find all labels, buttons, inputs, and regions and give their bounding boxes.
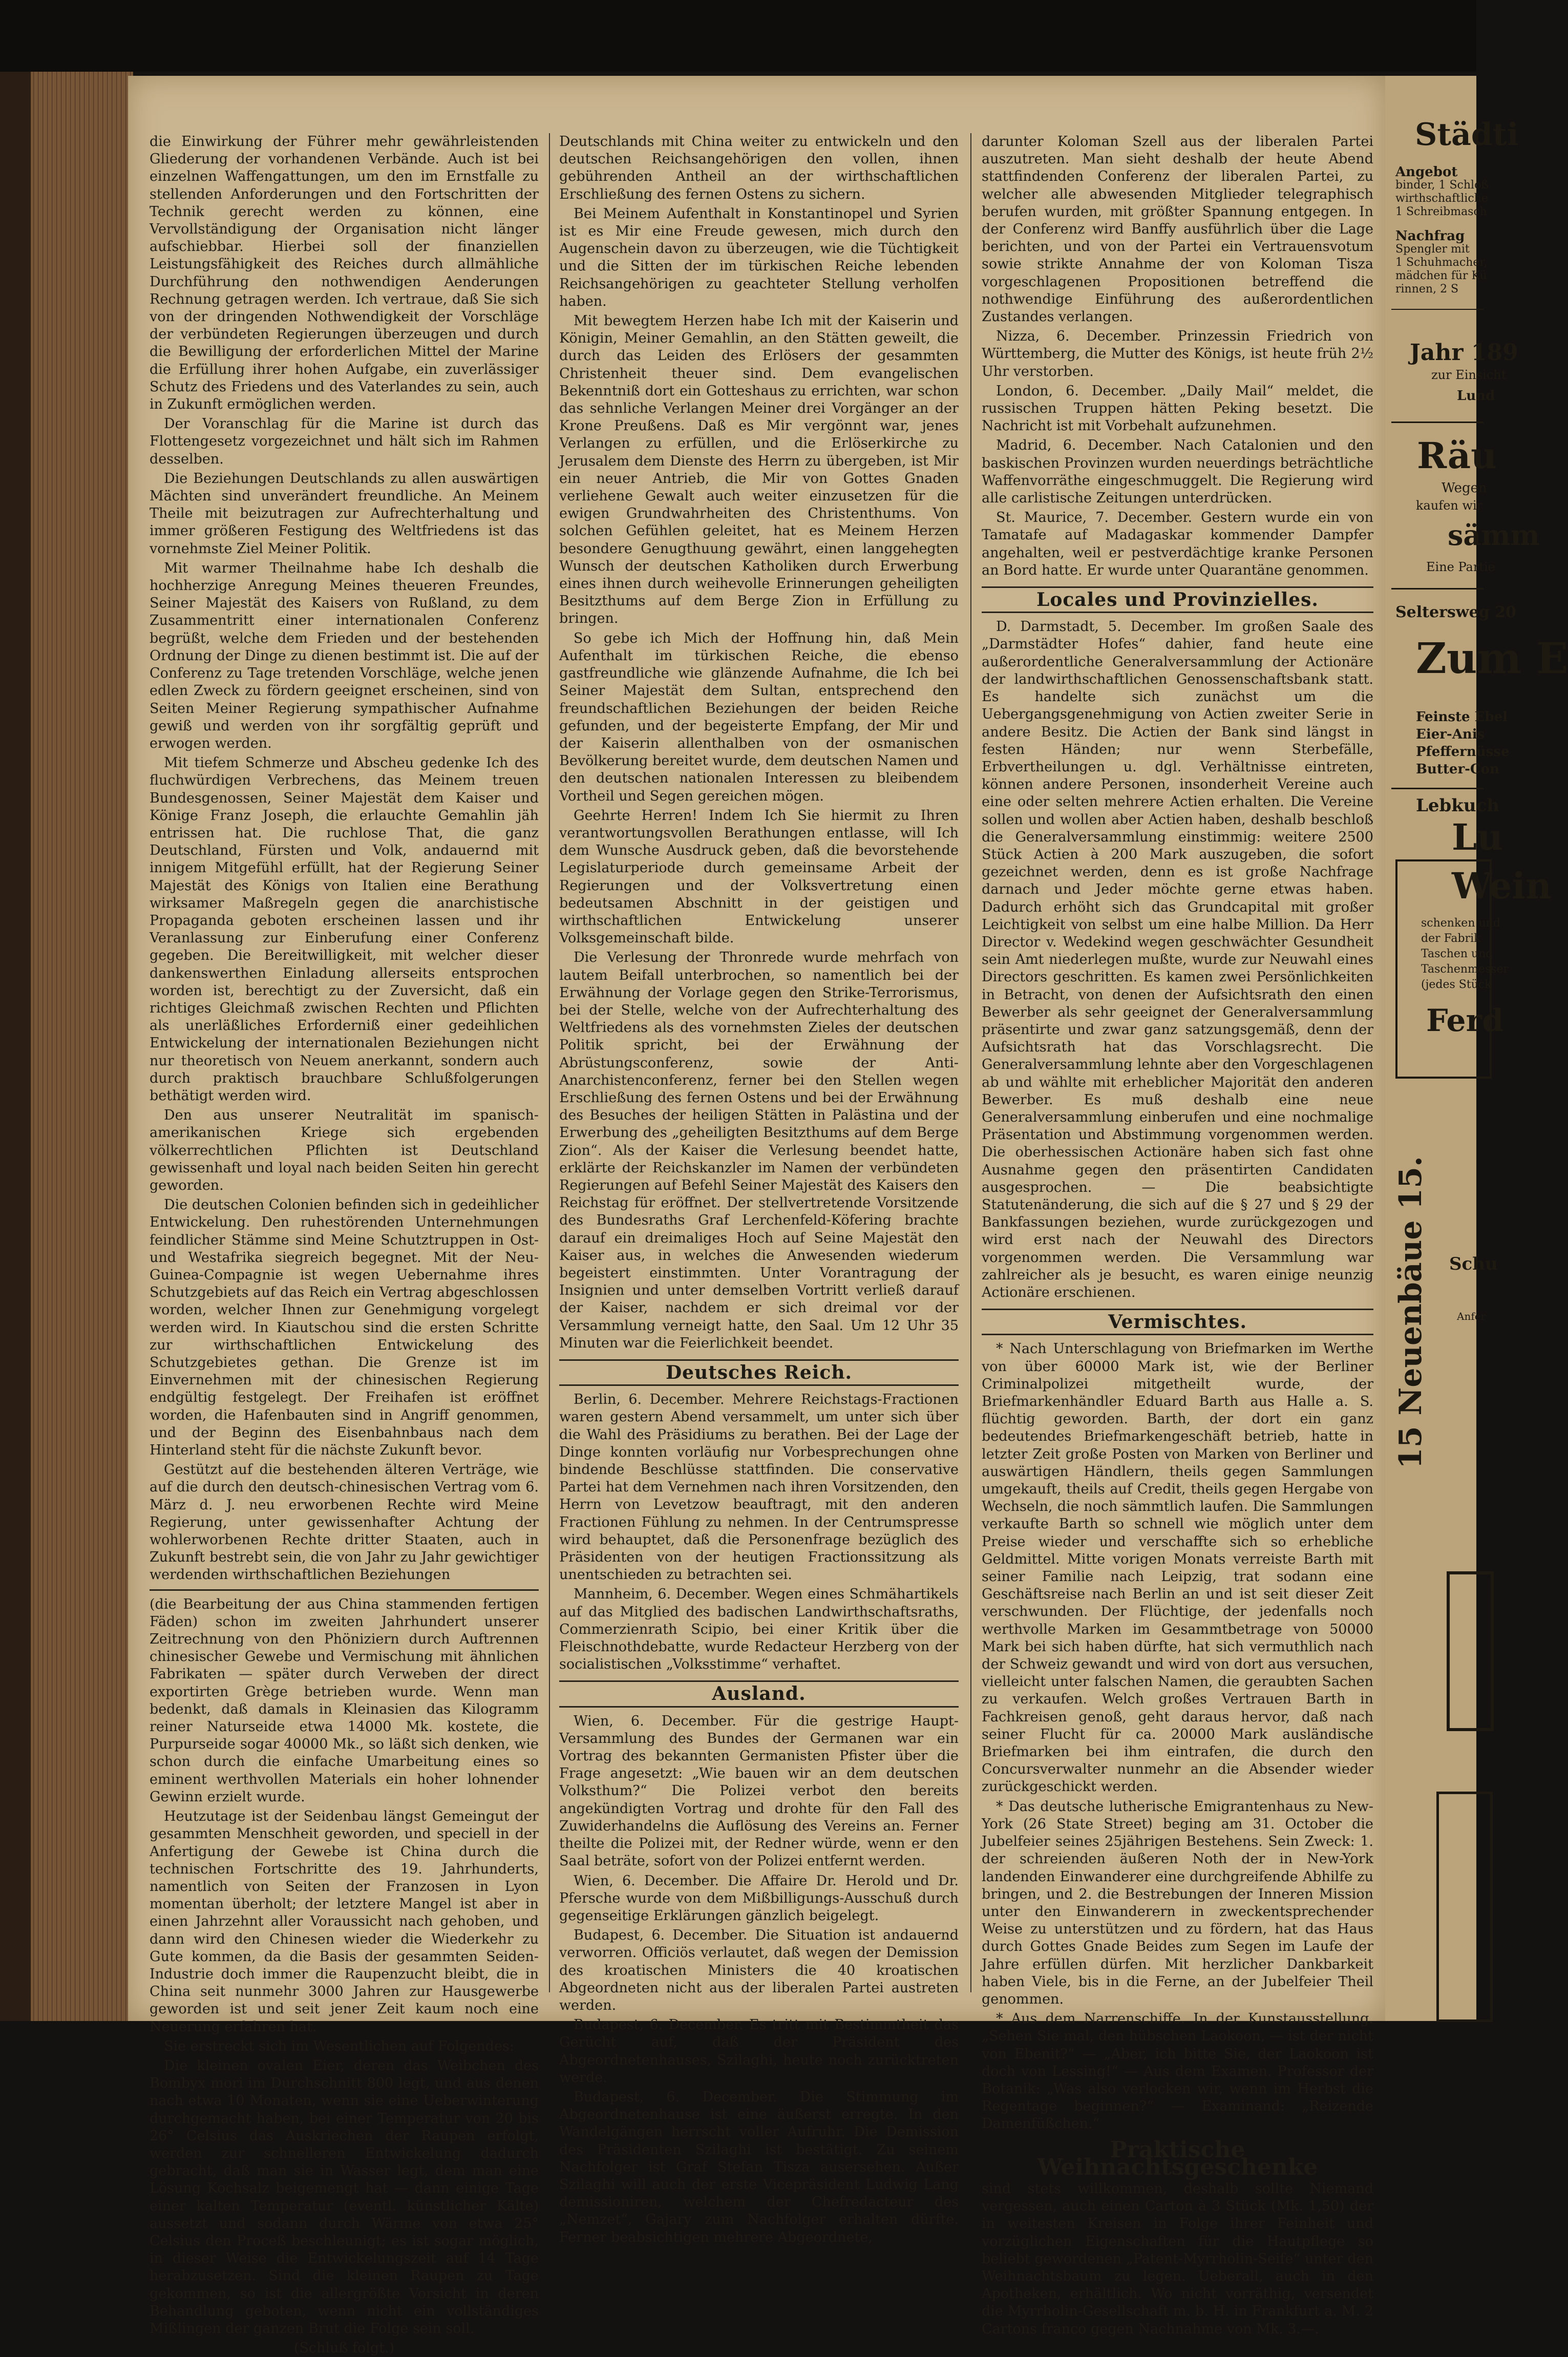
article-paragraph: Den aus unserer Neutralität im spanisch-amerikanischen Kriege sich ergebenden völkerrechtlichen Pflichten ist Deutschland gewissenhaft und loyal nach beiden Seiten hin gerecht geworden. [150,1107,539,1193]
ad-line: Eier-Anis [1416,727,1485,742]
article-paragraph: D. Darmstadt, 5. December. Im großen Saale des „Darmstädter Hofes“ dahier, fand heute eine außerordentliche Generalversammlung der Actionäre der landwirthschaftlichen Genossenschaftsbank statt. Es handelte sich zunächst um die Uebergangsgenehmigung von Actien zweiter Serie in andere Besitz. Die Actien der Bank sind längst in festen Händen; nur wenn Sterbefälle, Erbvertheilungen u. dgl. Verhältnisse eintreten, können andere Personen, insonderheit Vereine auch eine oder selten mehrere Actien erhalten. Die Vereine sollen und wollen aber Actien haben, deshalb beschloß die Generalversammlung einstimmig: weitere 2500 Stück Actien à 200 Mark auszugeben, die sofort gezeichnet werden, denn es ist große Nachfrage darnach und Jeder möchte gerne etwas haben. Dadurch erhöht sich das Grundcapital mit großer Leichtigkeit von selbst um eine halbe Million. Da Herr Director v. Wedekind wegen geschwächter Gesundheit sein Amt niederlegen mußte, wurde zur Neuwahl eines Directors geschritten. Es kamen zwei Persönlichkeiten in Betracht, von denen der Aufsichtsrath den einen Bewerber als sehr geeignet der Generalversammlung präsentirte und zwar ganz satzungsgemäß, denn der Aufsichtsrath hat das Vorschlagsrecht. Die Generalversammlung lehnte aber den Vorgeschlagenen ab und wählte mit erheblicher Majorität den anderen Bewerber. Es muß deshalb eine neue Generalversammlung einberufen und eine nochmalige Präsentation und Abstimmung vorgenommen werden. Die oberhessischen Actionäre haben sich fast ohne Ausnahme gegen den präsentirten Candidaten ausgesprochen. — Die beabsichtigte Statutenänderung, die sich auf die § 27 und § 29 der Bankfassungen beziehen, wurde zurückgezogen und wird erst nach der Neuwahl des Directors vorgenommen werden. Die Versammlung war zahlreicher als je besucht, es waren einige neunzig Actionäre erschienen. [982,619,1373,1300]
ad-line: Eine Partie [1426,560,1495,574]
ad-line: Feinste Ebel [1416,709,1508,725]
adjacent-page-fragment [1385,76,1568,2021]
article-paragraph: Die kleinen ovalen Eier, deren das Weibchen des Bombyx mori im Durchschnitt 800 legt, und aus denen nach etwa 10 Monaten, wenn sie eine Ueberwinterung durchgemacht haben, bei einer Temperatur von 20 bis 26° Celsius das Auskriechen der Raupen erfolgt, werden zur schnelleren Entwickelung dadurch gebracht, daß man sie in Wasser legt, dem man eine Lösung Kochsalz beigemengt hat — dann einige Tage einer kalten Temperatur (eventl. künstlicher Kälte) aussetzt und sodann durch Wärme von etwa 25° Celsius den Proceß beschleunigt; es ist sogar möglich, in dieser Weise die Entwickelungszeit auf 14 Tage herabzusetzen. Sind die kleinen Raupen zu Tage gekommen, so ist die allergrößte Vorsicht in deren Behandlung geboten, wenn nicht ein vollständiges Mißlingen der ganzen Brut die Folge sein soll. [150,2057,539,2337]
ad-line: Anfer [1457,1310,1486,1322]
article-paragraph: Gestützt auf die bestehenden älteren Verträge, wie auf die durch den deutsch-chinesischen Vertrag vom 6. März d. J. neu erworbenen Rechte wird Meine Regierung, unter gewissenhafter Achtung der wohlerworbenen Rechte dritter Staaten, auch in Zukunft bestrebt sein, die von Jahr zu Jahr gewichtiger werdenden wirthschaftlichen Beziehungen [150,1462,539,1583]
book-binding [0,72,31,2021]
ad-word: Lu [1452,816,1503,858]
article-paragraph: Mannheim, 6. December. Wegen eines Schmähartikels auf das Mitglied des badischen Landwirthschaftsraths, Commerzienrath Scipio, bei einer Kritik über die Fleischnothdebatte, wurde Redacteur Herzberg von der socialistischen „Volksstimme“ verhaftet. [559,1586,959,1673]
ad-word: Ferd [1426,1003,1504,1039]
vertical-ad-text: 15 Neuenbäue 15. [1393,1156,1429,1469]
article-paragraph: Die deutschen Colonien befinden sich in gedeihlicher Entwickelung. Den ruhestörenden Unternehmungen feindlicher Stämme sind Meine Schutztruppen in Ost- und Westafrika siegreich begegnet. Mit der Neu-Guinea-Compagnie ist wegen Uebernahme ihres Schutzgebiets auf das Reich ein Vertrag abgeschlossen worden, welcher Ihnen zur Genehmigung vorgelegt werden wird. In Kiautschou sind die ersten Schritte zur wirthschaftlichen Entwickelung des Schutzgebietes gethan. Die Grenze ist im Einvernehmen mit der chinesischen Regierung endgültig festgelegt. Der Freihafen ist eröffnet worden, die Hafenbauten sind in Angriff genommen, und der Beginn des Eisenbahnbaus nach dem Hinterland steht für die nächste Zukunft bevor. [150,1197,539,1459]
ad-headline: Räu [1417,434,1497,477]
article-paragraph: * Nach Unterschlagung von Briefmarken im Werthe von über 60000 Mark ist, wie der Berliner Criminalpolizei mitgetheilt wurde, der Briefmarkenhändler Eduard Barth aus Halle a. S. flüchtig geworden. Barth, der dort ein ganz bedeutendes Briefmarkengeschäft betrieb, hatte in letzter Zeit große Posten von Marken von Berliner und auswärtigen Händlern, theils gegen Sammlungen umgekauft, theils auf Credit, theils gegen Hergabe von Wechseln, die noch sämmtlich laufen. Die Sammlungen verkaufte Barth so schnell wie möglich unter dem Preise wieder und verschaffte sich so erhebliche Geldmittel. Mitte vorigen Monats verreiste Barth mit seiner Familie nach Leipzig, trat sodann eine Geschäftsreise nach Berlin an und ist seit dieser Zeit verschwunden. Der Flüchtige, der jedenfalls noch werthvolle Marken im Gesammtbetrage von 50000 Mark bei sich haben dürfte, hat sich vermuthlich nach der Schweiz gewandt und wird von dort aus versuchen, vielleicht unter falschen Namen, die geraubten Sachen zu verkaufen. Welch großes Vertrauen Barth in Fachkreisen genoß, geht daraus hervor, daß nach seiner Flucht für ca. 20000 Mark ausländische Briefmarken bei ihm eintrafen, die durch den Concursverwalter nunmehr an die Absender wieder zurückgeschickt werden. [982,1341,1373,1795]
ad-box [1436,1792,1493,2022]
column-3 [982,133,1373,2337]
ad-box [1447,1571,1494,1731]
year-fragment: Jahr 189 [1410,340,1518,366]
section-title: Ausland. [559,1680,959,1707]
article-paragraph: So gebe ich Mich der Hoffnung hin, daß Mein Aufenthalt im türkischen Reiche, die ebenso gastfreundliche wie glänzende Aufnahme, die Ich bei Seiner Majestät dem Sultan, entsprechend den freundschaftlichen Beziehungen der beiden Reiche gefunden, und der begeisterte Empfang, der Mir und der Kaiserin allenthalben von der osmanischen Bevölkerung bereitet wurde, dem deutschen Namen und den deutschen nationalen Interessen zu bleibendem Vortheil und Segen gereichen mögen. [559,630,959,804]
article-paragraph: Heutzutage ist der Seidenbau längst Gemeingut der gesammten Menschheit geworden, und speciell in der Anfertigung der Gewebe ist China durch die technischen Fortschritte des 19. Jahrhunderts, namentlich von Seiten der Franzosen in Lyon momentan überholt; der letztere Mangel ist aber in einen Jahrzehnt aller Voraussicht nach gehoben, und dann wird den Chinesen wieder die Wiederkehr zu Gute kommen, da die Basis der gesammten Seiden-Industrie doch immer die Raupenzucht bleibt, die in China seit nunmehr 3000 Jahren zur Hausgewerbe geworden ist und seit jener Zeit kaum noch eine Neuerung erfahren hat. [150,1808,539,2035]
article-paragraph: sind stets willkommen, deshalb sollte Niemand vergessen, auch einen Carton à 3 Stück (Mk. 1,50) der in weitesten Kreisen in Folge ihrer Feinheit und vorzüglichen Eigenschaften für die Hautpflege so beliebt gewordenen „Patent-Myrrholin-Seife“ unter den Weihnachtsbaum zu legen. Ueberall, auch in den Apotheken, erhältlich. Wo nicht vorräthig, versendet die Myrrholin-Gesellschaft m. b. H. in Frankfurt a. M. 2 Cartons franco gegen Nachnahme von Mk. 3.—. [982,2180,1373,2337]
dark-background [0,0,1476,72]
article-paragraph: Wien, 6. December. Für die gestrige Haupt-Versammlung des Bundes der Germanen war ein Vortrag des bekannten Germanisten Pfister über die Frage angesetzt: „Wie bauen wir an dem deutschen Volksthum?“ Die Polizei verbot den bereits angekündigten Vortrag und drohte für den Fall des Zuwiderhandelns die Auflösung des Vereins an. Ferner theilte die Polizei mit, der Redner würde, wenn er den Saal beträte, sofort von der Polizei entfernt werden. [559,1713,959,1869]
article-paragraph: * Das deutsche lutherische Emigrantenhaus zu New-York (26 State Street) beging am 31. October die Jubelfeier seines 25jährigen Bestehens. Sein Zweck: 1. der schreienden äußeren Noth der in New-York landenden Einwanderer eine durchgreifende Abhilfe zu bringen, und 2. die Bestrebungen der Inneren Mission unter den Einwanderern in zweckentsprechender Weise zu unterstützen und zu fördern, hat das Haus durch Gottes Gnade Beides zum Segen im Laufe der Jahre erfüllen dürfen. Mit herzlicher Dankbarkeit haben Viele, bis in die Ferne, an der Jubelfeier Theil genommen. [982,1798,1373,2007]
column-1 [150,133,539,2356]
fragment-line: mädchen für Kü [1395,269,1487,282]
continuation-note: (Schluß folgt.) [293,2340,395,2356]
article-columns [150,133,1373,2356]
fragment-line: Nachfrag [1395,228,1465,244]
fragment-line: Spengler mit [1395,243,1470,256]
ad-line: Butter-Con [1416,762,1499,777]
article-paragraph: Madrid, 6. December. Nach Catalonien und den baskischen Provinzen wurden neuerdings beträchtliche Waffenvorräthe eingeschmuggelt. Die Regierung wird alle carlistische Zeitungen unterdrücken. [982,437,1373,507]
fragment-lines [1395,165,1489,219]
fragment-line: 1 Schuhmacher, [1395,256,1488,269]
year-sub: zur Einsicht [1431,368,1507,382]
article-paragraph: Budapest, 6. December. Es tritt mit Bestimmtheit das Gerücht auf, daß der Präsident des Abgeordnetenhauses, Szilaghi, heute noch zurücktreten werde. [559,2017,959,2086]
ad-word: sämm [1448,519,1540,552]
divider-rule [1391,422,1484,423]
article-paragraph: Budapest, 6. December. Die Stimmung im Abgeordnetenhause ist eine äußerst erregte. In den Wandelgängen herrscht voller Aufruhr. Die Demission des Präsidenten Szilaghi ist bestätigt. Zu seinem Nachfolger ist Graf Stefan Tisza ausersehen. Außer Szilaghi will auch der erste Vicepräsident Ludwig Lang demissioniren, welchem der Chefredacteur des „Nemzet“, Gajary zum Nachfolger erhalten dürfte. Ferner beabsichtigen mehrere Abgeordnete, [559,2089,959,2245]
article-paragraph: Mit tiefem Schmerze und Abscheu gedenke Ich des fluchwürdigen Verbrechens, das Meinem treuen Bundesgenossen, Seiner Majestät dem Kaiser und Könige Franz Joseph, die erlauchte Gemahlin jäh entrissen hat. Die ruchlose That, die ganz Deutschland, Fürsten und Volk, andauernd mit innigem Mitgefühl erfüllt, hat der Regierung Seiner Majestät des Königs von Italien eine Berathung wirksamer Maßregeln gegen die anarchistische Propaganda geboten erscheinen lassen und ihr Veranlassung zur Einberufung einer Conferenz gegeben. Die Bereitwilligkeit, mit welcher dieser dankenswerthen Einladung allerseits entsprochen worden ist, berechtigt zu der Zuversicht, daß ein richtiges Gleichmaß zwischen Rechten und Pflichten als unerläßliches Erforderniß einer gedeihlichen Entwickelung der internationalen Beziehungen nicht nur theoretisch von Neuem anerkannt, sondern auch durch praktisch brauchbare Schlußfolgerungen bethätigt werden wird. [150,755,539,1104]
column-divider [970,133,971,1992]
divider-rule [1391,588,1484,590]
ad-word: Schu [1449,1254,1498,1274]
article-paragraph: Wien, 6. December. Die Affaire Dr. Herold und Dr. Pfersche wurde von dem Mißbilligungs-Ausschuß durch gegenseitige Erklärungen gänzlich beigelegt. [559,1872,959,1924]
ad-line: Taschen und [1421,948,1493,960]
page-edges [31,72,133,2021]
section-title: Vermischtes. [982,1309,1373,1335]
fragment-line: wirthschaftliche [1395,192,1488,205]
article-paragraph: Geehrte Herren! Indem Ich Sie hiermit zu Ihren verantwortungsvollen Berathungen entlasse, will Ich dem Wunsche Ausdruck geben, daß die bevorstehende Legislaturperiode durch gemeinsame Arbeit der Regierungen und der Volksvertretung einen bedeutsamen Abschnitt in der geistigen und wirthschaftlichen Entwickelung unserer Volksgemeinschaft bilde. [559,807,959,946]
article-paragraph: Nizza, 6. December. Prinzessin Friedrich von Württemberg, die Mutter des Königs, ist heute früh 2½ Uhr verstorben. [982,328,1373,380]
ad-line: Taschenmesser [1421,963,1509,976]
column-2 [559,133,959,2245]
fragment-lines-2 [1395,229,1487,296]
article-paragraph: (die Bearbeitung der aus China stammenden fertigen Fäden) schon im zweiten Jahrhundert unserer Zeitrechnung von den Phöniziern durch Auftrennen chinesischer Gewebe und Vermischung mit ähnlichen Fabrikaten — später durch Verweben der direct exportirten Grège betrieben wurde. Wenn man bedenkt, daß damals in Kleinasien das Kilogramm reiner Naturseide etwa 14000 Mk. kostete, die Purpurseide sogar 40000 Mk., so läßt sich denken, wie schon durch die einfache Umarbeitung eines so eminent werthvollen Materials ein hoher lohnender Gewinn erzielt wurde. [150,1596,539,1805]
column-divider [549,133,550,1992]
article-paragraph: Der Voranschlag für die Marine ist durch das Flottengesetz vorgezeichnet und hält sich im Rahmen desselben. [150,416,539,467]
ad-line: Seltersweg 20 [1395,603,1516,621]
article-paragraph: Die Beziehungen Deutschlands zu allen auswärtigen Mächten sind unverändert freundliche. An Meinem Theile mit beizutragen zur Aufrechterhaltung und immer größeren Festigung des Weltfriedens ist das vornehmste Ziel Meiner Politik. [150,470,539,557]
ad-line: schenken und [1421,917,1500,930]
article-paragraph: die Einwirkung der Führer mehr gewährleistenden Gliederung der vorhandenen Verbände. Auch ist bei einzelnen Waffengattungen, um den im Ernstfalle zu stellenden Anforderungen und den Fortschritten der Technik gerecht werden zu können, eine Vervollständigung der Organisation nicht länger aufschiebbar. Hierbei soll der finanziellen Leistungsfähigkeit des Reiches durch allmähliche Durchführung den nothwendigen Aenderungen Rechnung getragen werden. Ich vertraue, daß Sie sich von der dringenden Nothwendigkeit der Vorschläge der verbündeten Regierungen überzeugen und durch die Bewilligung der erforderlichen Mittel der Marine die Erfüllung ihrer hohen Aufgabe, ein zuverlässiger Schutz des Friedens und des Vaterlandes zu sein, auch in Zukunft ermöglichen werden. [150,134,539,413]
fragment-line: Angebot [1395,164,1458,180]
article-paragraph: Mit bewegtem Herzen habe Ich mit der Kaiserin und Königin, Meiner Gemahlin, an den Stätten geweilt, die durch das Leiden des Erlösers der gesammten Christenheit theuer sind. Dem evangelischen Bekenntniß dort ein Gotteshaus zu errichten, war schon das sehnliche Verlangen Meiner drei Vorgänger an der Krone Preußens. Daß es Mir vergönnt war, jenes Verlangen zu erfüllen, und die Erlöserkirche zu Jerusalem dem Dienste des Herrn zu übergeben, ist Mir ein neuer Antrieb, die Mir von Gottes Gnaden verliehene Gewalt auch weiter einzusetzen für die ewigen Grundwahrheiten des Christenthums. Von solchen Gefühlen geleitet, hat es Meinem Herzen besondere Genugthuung gewährt, einen langgehegten Wunsch der deutschen Katholiken durch Erwerbung eines ihnen durch weihevolle Erinnerungen geheiligten Besitzthums auf dem Berge Zion in Erfüllung zu bringen. [559,313,959,627]
ad-line: Wegen [1442,480,1487,496]
ad-line: kaufen wir [1416,498,1483,513]
article-paragraph: London, 6. December. „Daily Mail“ meldet, die russischen Truppen hätten Peking besetzt. Die Nachricht ist mit Vorbehalt aufzunehmen. [982,383,1373,434]
divider-rule [1391,309,1484,310]
article-paragraph: Berlin, 6. December. Mehrere Reichstags-Fractionen waren gestern Abend versammelt, um unter sich über die Wahl des Präsidiums zu berathen. Bei der Lage der Dinge konnten vorläufig nur Vorbesprechungen ohne bindende Beschlüsse stattfinden. Die conservative Partei hat dem Vernehmen nach ihren Vorsitzenden, den Herrn von Levetzow beauftragt, mit den anderen Fractionen Fühlung zu nehmen. In der Centrumspresse wird behauptet, daß die Personenfrage bezüglich des Präsidenten von der heutigen Fractionssitzung als unentschieden zu betrachten sei. [559,1392,959,1583]
article-paragraph: Budapest, 6. December. Die Situation ist andauernd verworren. Officiös verlautet, daß wegen der Demission des kroatischen Ministers die 40 kroatischen Abgeordneten nicht aus der liberalen Partei austreten werden. [559,1927,959,2013]
section-rule [150,1589,539,1591]
section-title: Deutsches Reich. [559,1359,959,1386]
article-paragraph: Deutschlands mit China weiter zu entwickeln und den deutschen Reichsangehörigen den vollen, ihnen gebührenden Antheil an der wirthschaftlichen Erschließung des fernen Ostens zu sichern. [559,134,959,202]
article-paragraph: Sie erstreckt sich im Wesentlichen auf Folgendes: [164,2038,514,2054]
ad-headline: Lebkuch [1416,795,1500,816]
ad-lines [1421,916,1509,993]
divider-rule [1391,788,1484,789]
article-paragraph: Mit warmer Theilnahme habe Ich deshalb die hochherzige Anregung Meines theueren Freundes, Seiner Majestät des Kaisers von Rußland, zu dem Zusammentritt einer internationalen Conferenz begrüßt, welche dem Frieden und der bestehenden Ordnung der Dinge zu dienen bestimmt ist. Die auf der Conferenz zu Tage tretenden Vorschläge, welche jenen edlen Zweck zu fördern geeignet erscheinen, sind von Seiten Meiner Regierung sympathischer Aufnahme gewiß und werden von ihr sorgfältig geprüft und erwogen werden. [150,560,539,751]
advertisement-title: Praktische Weihnachtsgeschenke [1037,2136,1318,2180]
article-paragraph: Die Verlesung der Thronrede wurde mehrfach von lautem Beifall unterbrochen, so namentlich bei der Erwähnung der Vorlage gegen den Strike-Terrorismus, bei der Stelle, welche von der Aufrechterhaltung des Weltfriedens als des vornehmsten Zieles der deutschen Politik spricht, bei der Erwähnung der Abrüstungsconferenz, sowie der Anti-Anarchistenconferenz, ferner bei den Stellen wegen Erschließung des fernen Ostens und bei der Erwähnung des Besuches der heiligen Stätten in Palästina und der Erwerbung des „geheiligten Besitzthums auf dem Berge Zion“. Als der Kaiser die Verlesung beendet hatte, erklärte der Reichskanzler im Namen der verbündeten Regierungen auf Befehl Seiner Majestät des Kaisers den Reichstag für eröffnet. Der stellvertretende Vorsitzende des Bundesraths Graf Lerchenfeld-Köfering brachte darauf ein dreimaliges Hoch auf Seine Majestät den Kaiser aus, in welches die Anwesenden wiederum begeistert einstimmten. Unter Vorantragung der Insignien und unter demselben Vortritt verließ darauf der Kaiser, nachdem er sich dreimal vor der Versammlung verneigt hatte, den Saal. Um 12 Uhr 35 Minuten war die Feierlichkeit beendet. [559,950,959,1351]
fragment-line: rinnen, 2 S [1395,283,1459,296]
ad-headline: Wein [1452,865,1552,907]
ad-lines [1416,708,1509,778]
fragment-line: 1 Schreibmasch [1395,205,1487,218]
article-paragraph: St. Maurice, 7. December. Gestern wurde ein von Tamatafe auf Madagaskar kommender Dampfer angehalten, weil er pestverdächtige kranke Personen an Bord hatte. Er wurde unter Quarantäne genommen. [982,510,1373,578]
ad-line: der Fabrik [1421,932,1481,945]
ad-headline: Zum E [1416,634,1568,683]
masthead-fragment: Städti [1415,117,1519,153]
article-paragraph: darunter Koloman Szell aus der liberalen Partei auszutreten. Man sieht deshalb der heute Abend stattfindenden Conferenz der liberalen Partei, zu welcher alle abwesenden Mitglieder telegraphisch berufen wurden, mit größter Spannung entgegen. In der Conferenz wird Banffy ausführlich über die Lage berichten, und von der Partei ein Vertrauensvotum sowie strikte Annahme der von Koloman Tisza vorgeschlagenen Propositionen betreffend die nothwendige Einführung des außerordentlichen Zustandes verlangen. [982,134,1373,325]
article-paragraph: * Aus dem Narrenschiffe. In der Kunstausstellung. „Sehen Sie mal, den hübschen Laokoon, — ist der nicht von Ebenit?“ — „Aber, ich bitte Sie, der Laokoon ist doch von Lessing!“ — Aus dem Examen. Professor der Botanik: „Was also verlocken wir, wenn im Herbst die Regentage beginnen?“ — Examinand: „Reizende Damenfüßchen.“ [982,2011,1373,2132]
ad-line: Pfeffernüsse [1416,744,1510,760]
ad-line: (jedes Stück [1421,978,1492,991]
article-paragraph: Bei Meinem Aufenthalt in Konstantinopel und Syrien ist es Mir eine Freude gewesen, mich durch den Augenschein davon zu überzeugen, wie die Tüchtigkeit und die Sitten der im türkischen Reiche lebenden Reichsangehörigen zu geachteter Stellung verholfen haben. [559,205,959,309]
fragment-line: binder, 1 Schloß [1395,179,1489,192]
section-title: Locales und Provinzielles. [982,586,1373,613]
year-sub: Lund [1457,388,1495,404]
newspaper-page [128,76,1385,2356]
